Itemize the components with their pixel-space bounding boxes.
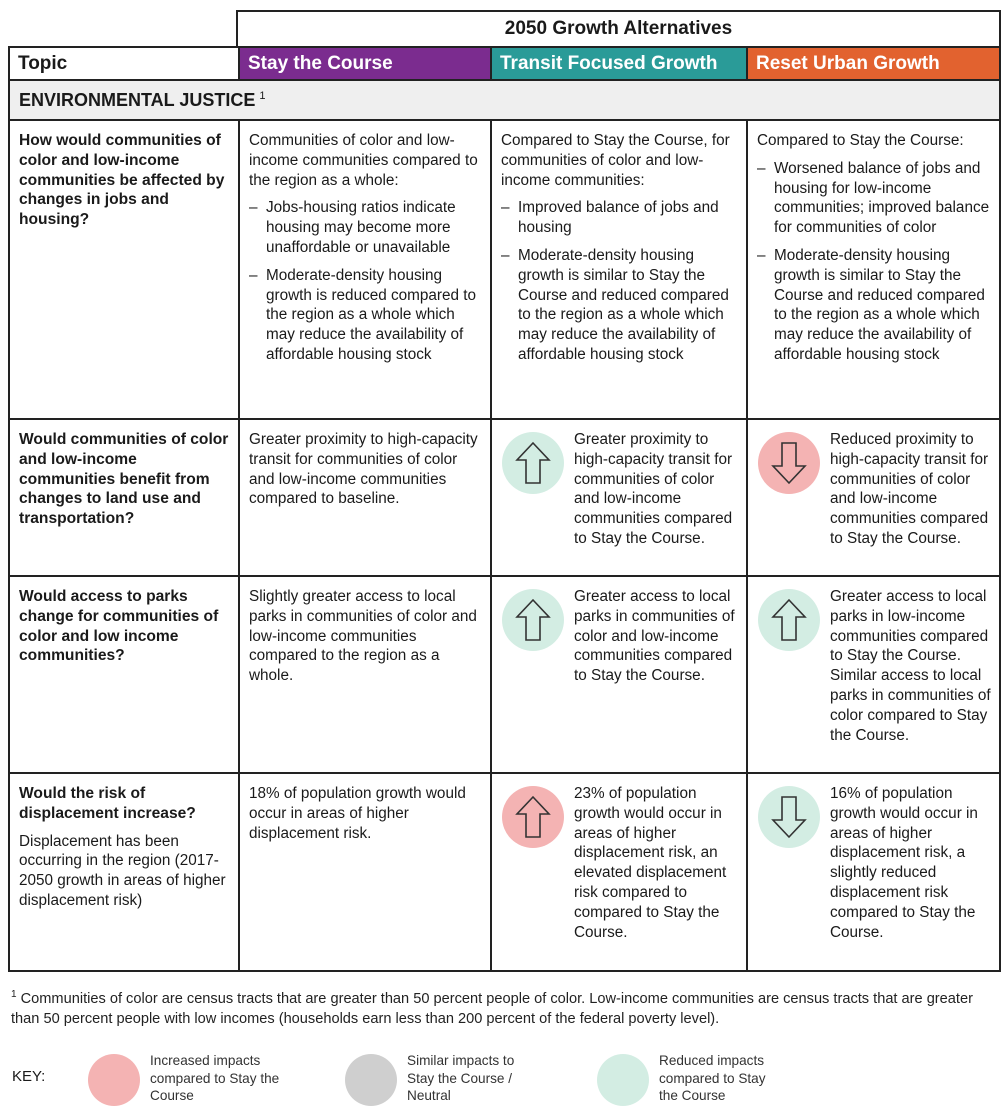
table-cell bbox=[490, 774, 746, 970]
arrow-up-icon bbox=[502, 432, 564, 494]
section-footnote-ref: 1 bbox=[259, 90, 266, 102]
table-cell bbox=[490, 420, 746, 575]
row-question: Would the risk of displacement increase? bbox=[19, 785, 196, 822]
table-row bbox=[8, 121, 1001, 420]
bullet-list bbox=[757, 159, 991, 365]
key-item-neutral: Similar impacts to Stay the Course / Neutral bbox=[407, 1053, 515, 1103]
table-cell bbox=[746, 420, 999, 575]
increased-impact-dot-icon bbox=[88, 1054, 140, 1106]
legend-key bbox=[0, 1050, 1008, 1110]
arrow-up-icon bbox=[502, 786, 564, 848]
key-label: KEY: bbox=[12, 1068, 46, 1085]
section-title bbox=[8, 81, 1001, 121]
table-cell: Greater proximity to high-capacity transit for communities of color and low-income communities compared to baseline. bbox=[238, 420, 490, 575]
bullet-item: – Moderate-density housing growth is similar to Stay the Course and reduced compared to the region as a whole which may reduce the availability of affordable housing stock bbox=[501, 246, 738, 365]
cell-text: Reduced proximity to high-capacity transit for communities of color and low-income communities compared to Stay the Course. bbox=[830, 431, 989, 547]
table-cell: Slightly greater access to local parks in communities of color and low-income communities compared to the region as a whole. bbox=[238, 577, 490, 772]
arrow-up-icon bbox=[502, 589, 564, 651]
bullet-item: – Improved balance of jobs and housing bbox=[501, 198, 738, 238]
alt-header-transit-focused: Transit Focused Growth bbox=[490, 48, 746, 79]
table-cell bbox=[490, 121, 746, 418]
cell-intro: Communities of color and low-income communities compared to the region as a whole: bbox=[249, 132, 478, 189]
arrow-down-icon bbox=[758, 786, 820, 848]
cell-text: Greater access to local parks in low-income communities compared to Stay the Course. Similar access to local parks in communities of color compared to Stay the Course. bbox=[830, 588, 991, 744]
row-question: Would communities of color and low-income communities benefit from changes to land use and transportation? bbox=[19, 431, 229, 528]
cell-text: Greater access to local parks in communities of color and low-income communities compared to Stay the Course. bbox=[574, 588, 735, 685]
footnote-text: Communities of color are census tracts that are greater than 50 percent people of color. Low-income communities are census tracts that are greater than 50 percent people with low incomes (households earn less than 200 percent of the federal poverty level). bbox=[11, 990, 973, 1027]
cell-text: 23% of population growth would occur in areas of higher displacement risk, an elevated displacement risk compared to compared to Stay the Course. bbox=[574, 785, 727, 941]
footnote bbox=[11, 985, 1001, 1029]
section-title-text: ENVIRONMENTAL JUSTICE bbox=[19, 89, 256, 110]
cell-text: 16% of population growth would occur in areas of higher displacement risk, a slightly reduced displacement risk compared to Stay the Course. bbox=[830, 785, 978, 941]
table-row bbox=[8, 774, 1001, 972]
table-row bbox=[8, 420, 1001, 577]
group-title: 2050 Growth Alternatives bbox=[236, 10, 1001, 46]
row-question: How would communities of color and low-income communities be affected by changes in jobs and housing? bbox=[19, 132, 225, 229]
table-cell bbox=[746, 121, 999, 418]
alt-header-stay-the-course: Stay the Course bbox=[238, 48, 490, 79]
arrow-up-icon bbox=[758, 589, 820, 651]
table-cell bbox=[238, 121, 490, 418]
cell-text: Greater proximity to high-capacity transit for communities of color and low-income communities compared to Stay the Course. bbox=[574, 431, 733, 547]
table-cell bbox=[490, 577, 746, 772]
footnote-marker: 1 bbox=[11, 989, 17, 1000]
topic-header: Topic bbox=[18, 52, 68, 74]
cell-intro: Compared to Stay the Course, for communities of color and low-income communities: bbox=[501, 132, 730, 189]
table-cell bbox=[746, 774, 999, 970]
cell-intro: Compared to Stay the Course: bbox=[757, 132, 964, 149]
reduced-impact-dot-icon bbox=[597, 1054, 649, 1106]
alt-header-reset-urban: Reset Urban Growth bbox=[746, 48, 999, 79]
table-cell: 18% of population growth would occur in areas of higher displacement risk. bbox=[238, 774, 490, 970]
row-question: Would access to parks change for communities of color and low income communities? bbox=[19, 588, 219, 665]
key-item-reduced: Reduced impacts compared to Stay the Course bbox=[659, 1053, 766, 1103]
bullet-item: – Moderate-density housing growth is similar to Stay the Course and reduced compared to the region as a whole which may reduce the availability of affordable housing stock bbox=[757, 246, 991, 365]
bullet-list bbox=[501, 198, 738, 364]
bullet-item: – Jobs-housing ratios indicate housing may become more unaffordable or unavailable bbox=[249, 198, 482, 257]
key-item-increased: Increased impacts compared to Stay the Course bbox=[150, 1053, 280, 1103]
row-question-note: Displacement has been occurring in the region (2017-2050 growth in areas of higher displacement risk) bbox=[19, 832, 226, 909]
neutral-impact-dot-icon bbox=[345, 1054, 397, 1106]
bullet-item: – Worsened balance of jobs and housing for low-income communities; improved balance for communities of color bbox=[757, 159, 991, 238]
table-row bbox=[8, 577, 1001, 774]
bullet-list bbox=[249, 198, 482, 364]
column-header-row bbox=[8, 46, 1001, 81]
table-cell bbox=[746, 577, 999, 772]
arrow-down-icon bbox=[758, 432, 820, 494]
bullet-item: – Moderate-density housing growth is reduced compared to the region as a whole which may reduce the availability of affordable housing stock bbox=[249, 266, 482, 365]
